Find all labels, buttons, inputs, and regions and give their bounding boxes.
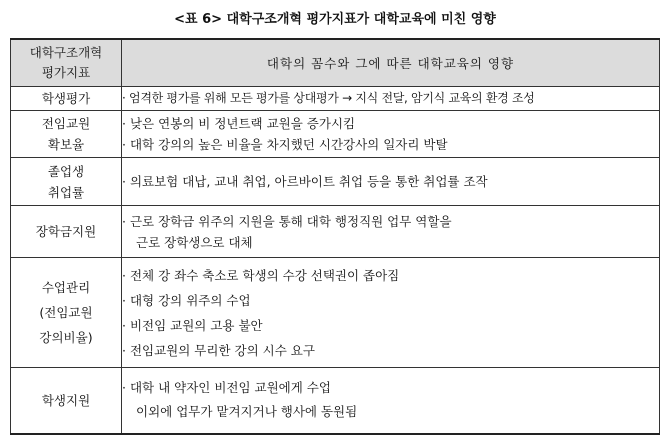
indicator-cell bbox=[11, 111, 122, 158]
effect-cell bbox=[122, 158, 660, 206]
indicator-line: (전임교원 bbox=[39, 305, 93, 320]
indicator-line: 확보율 bbox=[47, 137, 85, 152]
indicator-cell bbox=[11, 206, 122, 258]
effect-cell bbox=[122, 87, 660, 111]
table-row bbox=[11, 206, 660, 258]
table-caption: <표 6> 대학구조개혁 평가지표가 대학교육에 미친 영향 bbox=[174, 12, 496, 27]
indicator-cell bbox=[11, 158, 122, 206]
effect-line: · 근로 장학금 위주의 지원을 통해 대학 행정직원 업무 역할을 bbox=[122, 213, 452, 229]
effect-line: · 대형 강의 위주의 수업 bbox=[122, 292, 251, 308]
indicator-line: 학생평가 bbox=[41, 91, 91, 106]
effect-cell bbox=[122, 206, 660, 258]
table-header-row bbox=[11, 39, 660, 87]
effects-table bbox=[10, 38, 660, 435]
indicator-line: 강의비율) bbox=[39, 330, 93, 345]
effect-line: 이외에 업무가 맡겨지거나 행사에 동원됨 bbox=[136, 404, 358, 420]
indicator-cell bbox=[11, 368, 122, 434]
effect-cell bbox=[122, 258, 660, 368]
effect-cell bbox=[122, 111, 660, 158]
indicator-line: 졸업생 bbox=[47, 163, 85, 179]
indicator-line: 수업관리 bbox=[41, 280, 91, 295]
effect-line: · 엄격한 평가를 위해 모든 평가를 상대평가 → 지식 전달, 암기식 교육의 환경 조성 bbox=[122, 91, 535, 105]
indicator-line: 취업률 bbox=[47, 184, 85, 200]
indicator-line: 전임교원 bbox=[41, 116, 91, 131]
header-indicator-line: 평가지표 bbox=[41, 65, 91, 80]
effect-line: · 비전임 교원의 고용 불안 bbox=[122, 317, 263, 333]
table-row bbox=[11, 368, 660, 434]
effect-line: · 전임교원의 무리한 강의 시수 요구 bbox=[122, 342, 315, 358]
table-row bbox=[11, 87, 660, 111]
effect-cell bbox=[122, 368, 660, 434]
effect-line: · 전체 강 좌수 축소로 학생의 수강 선택권이 좁아짐 bbox=[122, 267, 400, 283]
header-indicator-line: 대학구조개혁 bbox=[29, 45, 103, 60]
effect-line: · 대학 내 약자인 비전임 교원에게 수업 bbox=[122, 380, 331, 396]
indicator-line: 학생지원 bbox=[41, 392, 91, 408]
header-effect: 대학의 꼼수와 그에 따른 대학교육의 영향 bbox=[122, 39, 660, 87]
indicator-cell bbox=[11, 258, 122, 368]
effect-line: · 의료보험 대납, 교내 취업, 아르바이트 취업 등을 통한 취업률 조작 bbox=[122, 174, 488, 189]
indicator-line: 장학금지원 bbox=[35, 224, 97, 239]
effect-line: · 대학 강의의 높은 비율을 차지했던 시간강사의 일자리 박탈 bbox=[122, 137, 448, 152]
effect-line: · 낮은 연봉의 비 정년트랙 교원을 증가시킴 bbox=[122, 116, 356, 131]
indicator-cell bbox=[11, 87, 122, 111]
header-indicator bbox=[11, 39, 122, 87]
effect-line: 근로 장학생으로 대체 bbox=[136, 234, 253, 250]
table-row bbox=[11, 258, 660, 368]
table-row bbox=[11, 111, 660, 158]
table-row bbox=[11, 158, 660, 206]
